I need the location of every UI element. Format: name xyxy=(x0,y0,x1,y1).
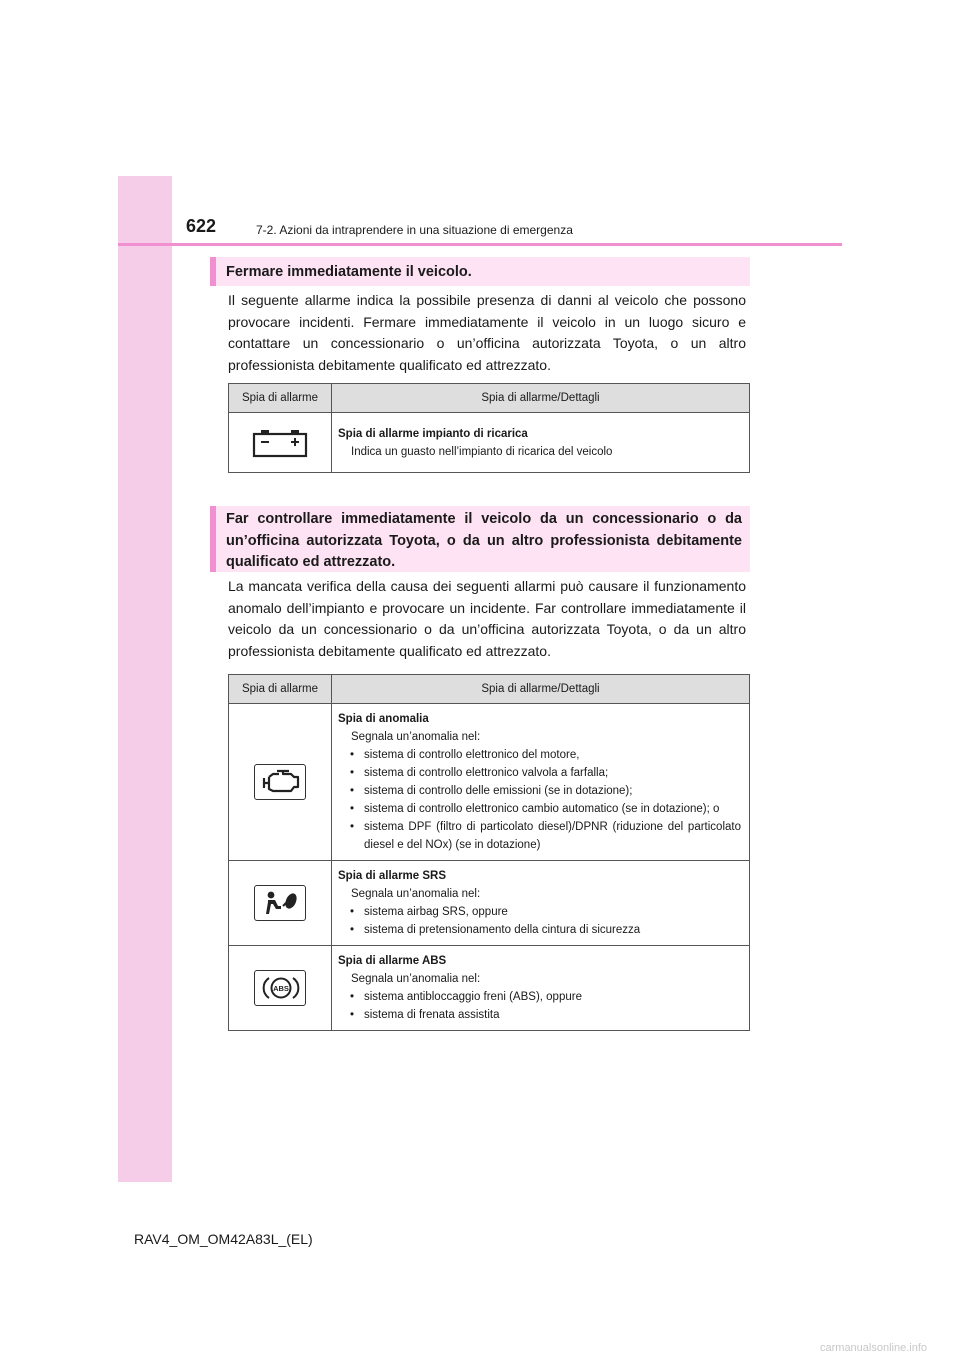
table-row xyxy=(229,946,750,1031)
detail-list xyxy=(338,988,741,1024)
engine-icon xyxy=(254,764,306,800)
row-description: Segnala un’anomalia nel: xyxy=(351,731,481,743)
column-header-warning-light: Spia di allarme xyxy=(229,384,332,413)
list-item: • sistema DPF (filtro di particolato diesel)/DPNR (riduzione del particolato diesel e del NOx) (se in dotazione) xyxy=(338,818,741,854)
row-title: Spia di allarme SRS xyxy=(338,870,447,882)
detail-list xyxy=(338,903,741,939)
airbag-icon xyxy=(254,885,306,921)
list-item: • sistema antibloccaggio freni (ABS), oppure xyxy=(338,988,741,1006)
detail-cell xyxy=(332,861,750,946)
icon-cell xyxy=(229,413,332,473)
detail-list xyxy=(338,746,741,854)
table-row xyxy=(229,861,750,946)
list-item: • sistema di pretensionamento della cintura di sicurezza xyxy=(338,921,741,939)
inspect-vehicle-banner: Far controllare immediatamente il veicolo da un concessionario o da un’officina autorizzata Toyota, o da un altro professionista debitamente qualificato ed attrezzato. xyxy=(210,506,750,572)
icon-cell xyxy=(229,946,332,1031)
detail-cell xyxy=(332,704,750,861)
row-description: Segnala un’anomalia nel: xyxy=(351,973,481,985)
column-header-warning-light: Spia di allarme xyxy=(229,675,332,704)
icon-cell xyxy=(229,704,332,861)
side-band xyxy=(118,176,172,1182)
detail-cell xyxy=(332,946,750,1031)
list-item: • sistema di controllo elettronico del motore, xyxy=(338,746,741,764)
row-title: Spia di allarme impianto di ricarica xyxy=(338,428,528,440)
stop-vehicle-banner: Fermare immediatamente il veicolo. xyxy=(210,257,750,286)
row-title: Spia di anomalia xyxy=(338,713,429,725)
table-header-row xyxy=(229,675,750,704)
column-header-details: Spia di allarme/Dettagli xyxy=(332,384,750,413)
list-item: • sistema di controllo elettronico cambio automatico (se in dotazione); o xyxy=(338,800,741,818)
list-item: • sistema di controllo delle emissioni (se in dotazione); xyxy=(338,782,741,800)
abs-icon-label: ABS xyxy=(273,984,289,993)
list-item: • sistema airbag SRS, oppure xyxy=(338,903,741,921)
page-number: 622 xyxy=(186,216,217,236)
table-row xyxy=(229,704,750,861)
list-item: • sistema di controllo elettronico valvola a farfalla; xyxy=(338,764,741,782)
battery-icon xyxy=(251,427,309,459)
list-item: • sistema di frenata assistita xyxy=(338,1006,741,1024)
column-header-details: Spia di allarme/Dettagli xyxy=(332,675,750,704)
row-description: Indica un guasto nell’impianto di ricarica del veicolo xyxy=(351,446,613,458)
table-row xyxy=(229,413,750,473)
inspect-vehicle-paragraph: La mancata verifica della causa dei seguenti allarmi può causare il funzionamento anomalo dell’impianto e provocare un incidente. Far controllare immediatamente il veicolo da un concessionario o da un’officina autorizzata Toyota, o da un altro professionista debitamente qualificato ed attrezzato. xyxy=(228,578,746,659)
table-header-row xyxy=(229,384,750,413)
warning-table-stop xyxy=(228,383,750,473)
icon-cell xyxy=(229,861,332,946)
abs-icon xyxy=(254,970,306,1006)
warning-table-inspect xyxy=(228,674,750,1031)
watermark: carmanualsonline.info xyxy=(820,1342,928,1354)
row-description: Segnala un’anomalia nel: xyxy=(351,888,481,900)
document-code: RAV4_OM_OM42A83L_(EL) xyxy=(134,1231,313,1247)
stop-vehicle-paragraph: Il seguente allarme indica la possibile presenza di danni al veicolo che possono provocare incidenti. Fermare immediatamente il veicolo in un luogo sicuro e contattare un concessionario o un’officina autorizzata Toyota, o un altro professionista debitamente qualificato ed attrezzato. xyxy=(228,292,746,373)
header-rule xyxy=(118,243,842,246)
row-title: Spia di allarme ABS xyxy=(338,955,447,967)
detail-cell xyxy=(332,413,750,473)
section-header-title: 7-2. Azioni da intraprendere in una situazione di emergenza xyxy=(256,223,573,237)
